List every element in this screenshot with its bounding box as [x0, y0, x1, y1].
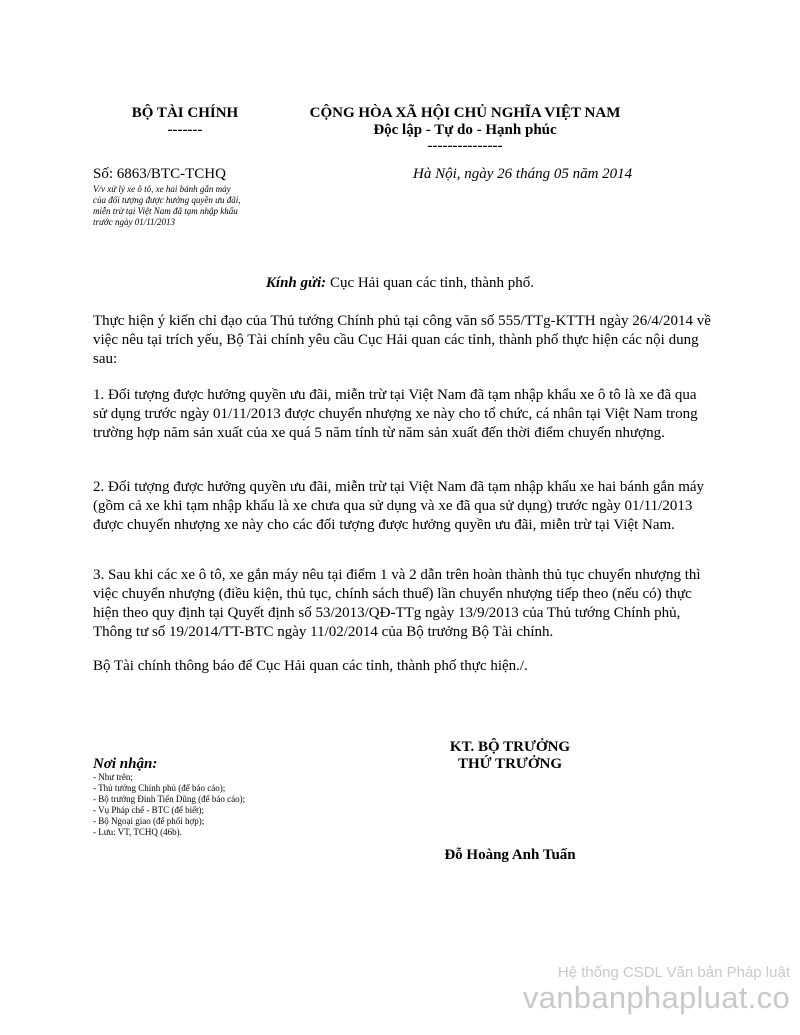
ministry-name: BỘ TÀI CHÍNH: [131, 105, 239, 121]
recipient-item: - Bộ trưởng Đinh Tiến Dũng (để báo cáo);: [93, 794, 246, 804]
body-item-1: 1. Đối tượng được hưởng quyền ưu đãi, miễn trừ tại Việt Nam đã tạm nhập khẩu xe ô tô là xe đã qua sử dụng trước ngày 01/11/2013 được chuyển nhượng xe này cho tổ chức, cá nhân tại Việt Nam trong trường hợp năm sản xuất của xe quá 5 năm tính từ năm sản xuất đến thời điểm chuyển nhượng.: [93, 387, 698, 441]
place-date: Hà Nội, ngày 26 tháng 05 năm 2014: [413, 166, 633, 182]
addressee-value: Cục Hải quan các tỉnh, thành phố.: [326, 275, 535, 291]
addressee: [0, 274, 800, 292]
signer-name: Đỗ Hoàng Anh Tuấn: [444, 847, 576, 863]
watermark-caption: Hệ thống CSDL Văn bản Pháp luật: [557, 964, 790, 981]
body-item-2: 2. Đối tượng được hưởng quyền ưu đãi, miễn trừ tại Việt Nam đã tạm nhập khẩu xe hai bánh gắn máy (gồm cả xe khi tạm nhập khẩu là xe chưa qua sử dụng và xe đã qua sử dụng) trước ngày 01/11/2013 được chuyển nhượng xe này cho các đối tượng được hưởng quyền ưu đãi, miễn trừ tại Việt Nam.: [93, 479, 705, 533]
ministry-rule: -------: [167, 122, 203, 138]
recipient-item: - Thủ tướng Chính phủ (để báo cáo);: [93, 783, 226, 793]
recipient-item: - Lưu: VT, TCHQ (46b).: [93, 827, 182, 837]
nation-title: CỘNG HÒA XÃ HỘI CHỦ NGHĨA VIỆT NAM: [309, 105, 621, 121]
subject-line: trước ngày 01/11/2013: [93, 217, 176, 227]
signature-title-1: KT. BỘ TRƯỞNG: [449, 739, 571, 755]
motto-rule: ---------------: [427, 138, 503, 154]
body-closing: Bộ Tài chính thông báo để Cục Hải quan các tỉnh, thành phố thực hiện./.: [93, 658, 528, 674]
recipient-item: - Vụ Pháp chế - BTC (để biết);: [93, 805, 205, 815]
subject-line: miễn trừ tại Việt Nam đã tạm nhập khẩu: [93, 206, 238, 216]
motto: Độc lập - Tự do - Hạnh phúc: [373, 122, 557, 138]
addressee-label: Kính gửi:: [265, 275, 327, 291]
subject-line: của đối tượng được hưởng quyền ưu đãi,: [93, 195, 241, 205]
recipient-item: - Như trên;: [93, 772, 133, 782]
recipients-label: Nơi nhận:: [93, 756, 158, 772]
signature-title-2: THỨ TRƯỞNG: [457, 756, 563, 772]
document-subject: [93, 184, 241, 228]
body-intro: Thực hiện ý kiến chỉ đạo của Thủ tướng Chính phủ tại công văn số 555/TTg-KTTH ngày 26/4/2014 về việc nêu tại trích yếu, Bộ Tài chính yêu cầu Cục Hải quan các tỉnh, thành phố thực hiện các nội dung sau:: [93, 313, 711, 367]
document-number: Số: 6863/BTC-TCHQ: [93, 166, 226, 182]
watermark-site: vanbanphapluat.co: [522, 980, 790, 1015]
recipient-item: - Bộ Ngoại giao (để phối hợp);: [93, 816, 205, 826]
recipients-list: [93, 772, 245, 838]
body-item-3: 3. Sau khi các xe ô tô, xe gắn máy nêu tại điểm 1 và 2 dẫn trên hoàn thành thủ tục chuyển nhượng thì việc chuyển nhượng (điều kiện, thủ tục, chính sách thuế) lần chuyển nhượng tiếp theo (nếu có) thực hiện theo quy định tại Quyết định số 53/2013/QĐ-TTg ngày 13/9/2013 của Thủ tướng Chính phủ, Thông tư số 19/2014/TT-BTC ngày 11/02/2014 của Bộ trưởng Bộ Tài chính.: [93, 567, 701, 640]
subject-line: V/v xử lý xe ô tô, xe hai bánh gắn máy: [93, 184, 231, 194]
